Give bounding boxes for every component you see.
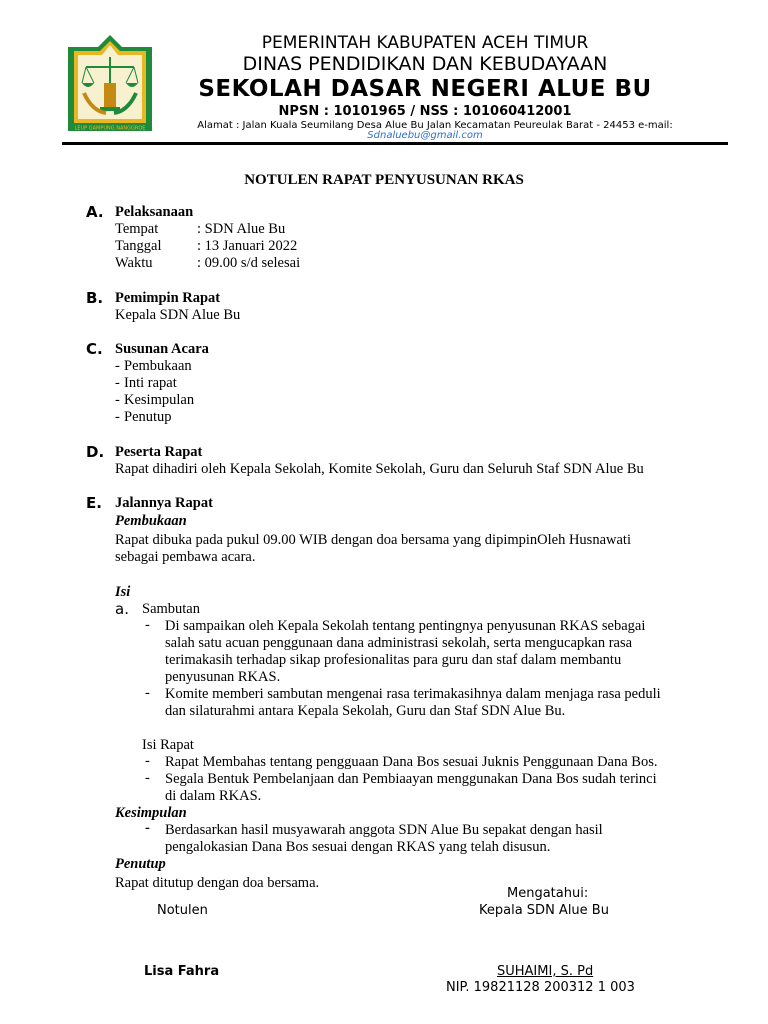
- kesimpulan-text-line: pengalokasian Dana Bos sesuai dengan RKAS yang telah disusun.: [165, 839, 551, 855]
- sambutan-text-line: Di sampaikan oleh Kepala Sekolah tentang pentingnya penyusunan RKAS sebagai: [165, 618, 646, 634]
- kesimpulan-heading: Kesimpulan: [115, 805, 187, 821]
- document-title: NOTULEN RAPAT PENYUSUNAN RKAS: [244, 172, 524, 188]
- agenda-item: Inti rapat: [124, 375, 177, 391]
- bullet-dash: -: [145, 820, 150, 836]
- sambutan-label: Sambutan: [142, 601, 200, 617]
- isi-rapat-text-line: di dalam RKAS.: [165, 788, 262, 804]
- detail-label-tanggal: Tanggal: [115, 238, 162, 254]
- section-a-letter: A.: [86, 203, 104, 221]
- section-d-letter: D.: [86, 443, 105, 461]
- signature-right-role: Kepala SDN Alue Bu: [479, 903, 609, 918]
- detail-value-tempat: : SDN Alue Bu: [197, 221, 286, 237]
- bullet-dash: -: [115, 409, 120, 425]
- section-e-letter: E.: [86, 494, 102, 512]
- letterhead-divider: [62, 142, 728, 145]
- bullet-dash: -: [145, 753, 150, 769]
- detail-value-tanggal: : 13 Januari 2022: [197, 238, 298, 254]
- section-b-letter: B.: [86, 289, 104, 307]
- kesimpulan-text-line: Berdasarkan hasil musyawarah anggota SDN Alue Bu sepakat dengan hasil: [165, 822, 603, 838]
- section-b-heading: Pemimpin Rapat: [115, 290, 221, 306]
- sambutan-text-line: terimakasih terhadap sikap profesionalitas para guru dan staf dalam membantu: [165, 652, 622, 668]
- isi-heading: Isi: [115, 584, 131, 600]
- bullet-dash: -: [115, 358, 120, 374]
- section-c-heading: Susunan Acara: [115, 341, 209, 357]
- pembukaan-heading: Pembukaan: [115, 513, 187, 529]
- isi-rapat-text-line: Segala Bentuk Pembelanjaan dan Pembiaayan menggunakan Dana Bos sudah terinci: [165, 771, 657, 787]
- signature-left-name: Lisa Fahra: [144, 964, 220, 979]
- pembukaan-line: sebagai pembawa acara.: [115, 549, 256, 565]
- sambutan-text-line: dan silaturahmi antara Kepala Sekolah, Guru dan Staf SDN Alue Bu.: [165, 703, 566, 719]
- penutup-heading: Penutup: [115, 856, 166, 872]
- pembukaan-line: Rapat dibuka pada pukul 09.00 WIB dengan doa bersama yang dipimpinOleh Husnawati: [115, 532, 631, 548]
- detail-value-waktu: : 09.00 s/d selesai: [197, 255, 301, 271]
- letterhead-email-link[interactable]: Sdnaluebu@gmail.com: [367, 130, 483, 141]
- letterhead-school-name: SEKOLAH DASAR NEGERI ALUE BU: [198, 76, 652, 102]
- section-b-text: Kepala SDN Alue Bu: [115, 307, 241, 323]
- bullet-dash: -: [115, 375, 120, 391]
- agenda-item: Pembukaan: [124, 358, 192, 374]
- detail-label-waktu: Waktu: [115, 255, 153, 271]
- letterhead-address: Alamat : Jalan Kuala Seumilang Desa Alue Bu Jalan Kecamatan Peureulak Barat - 24453 e-mail:: [197, 120, 673, 131]
- bullet-dash: -: [145, 685, 150, 701]
- letterhead-npsn: NPSN : 10101965 / NSS : 101060412001: [278, 104, 572, 119]
- penutup-text: Rapat ditutup dengan doa bersama.: [115, 875, 320, 891]
- isi-marker: a.: [115, 600, 129, 618]
- section-a-heading: Pelaksanaan: [115, 204, 194, 220]
- section-d-heading: Peserta Rapat: [115, 444, 203, 460]
- agenda-item: Kesimpulan: [124, 392, 195, 408]
- letterhead-department: DINAS PENDIDIKAN DAN KEBUDAYAAN: [242, 53, 608, 75]
- section-e-heading: Jalannya Rapat: [115, 495, 213, 511]
- bullet-dash: -: [145, 617, 150, 633]
- isi-rapat-label: Isi Rapat: [142, 737, 194, 753]
- signature-left-role: Notulen: [157, 903, 208, 918]
- agenda-item: Penutup: [124, 409, 172, 425]
- signature-right-nip: NIP. 19821128 200312 1 003: [446, 980, 635, 995]
- sambutan-text-line: salah satu acuan penggunaan dana administrasi sekolah, serta mengucapkan rasa: [165, 635, 633, 651]
- letterhead-government: PEMERINTAH KABUPATEN ACEH TIMUR: [261, 33, 589, 53]
- isi-rapat-text-line: Rapat Membahas tentang pengguaan Dana Bos sesuai Juknis Penggunaan Dana Bos.: [165, 754, 658, 770]
- section-c-letter: C.: [86, 340, 103, 358]
- school-emblem-logo: [62, 33, 158, 135]
- detail-label-tempat: Tempat: [115, 221, 159, 237]
- logo-banner-text: LEUP GAMPUNG NANGGROE: [74, 125, 146, 132]
- section-d-text: Rapat dihadiri oleh Kepala Sekolah, Komite Sekolah, Guru dan Seluruh Staf SDN Alue Bu: [115, 461, 644, 477]
- mengetahui-label: Mengatahui:: [507, 886, 589, 901]
- sambutan-text-line: penyusunan RKAS.: [165, 669, 281, 685]
- bullet-dash: -: [115, 392, 120, 408]
- sambutan-text-line: Komite memberi sambutan mengenai rasa terimakasihnya dalam menjaga rasa peduli: [165, 686, 661, 702]
- bullet-dash: -: [145, 770, 150, 786]
- signature-right-name: SUHAIMI, S. Pd: [497, 964, 594, 979]
